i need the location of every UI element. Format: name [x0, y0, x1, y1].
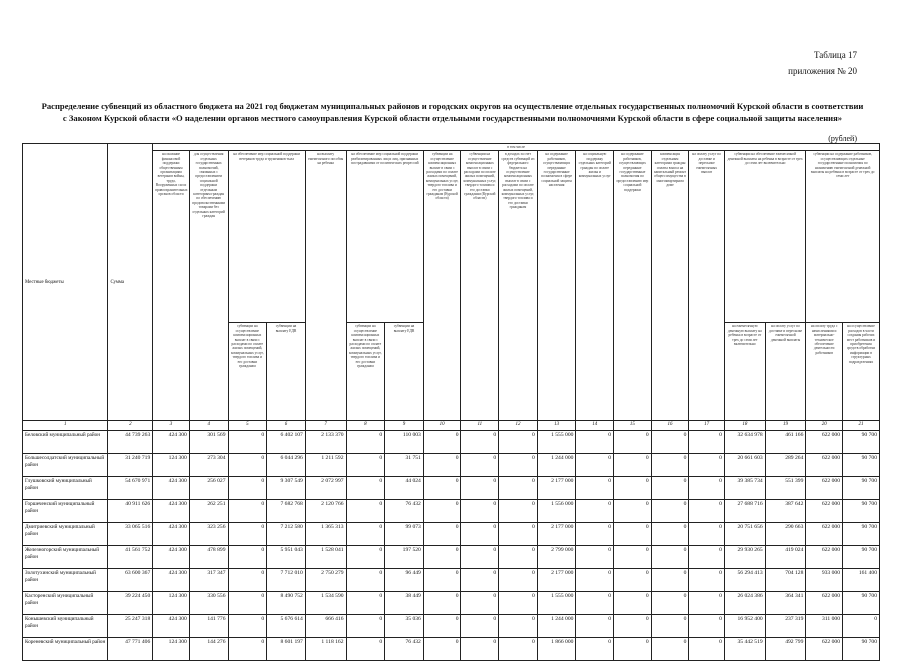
amount-cell: 622 000 [806, 638, 843, 661]
amount-cell: 0 [346, 500, 385, 523]
amount-cell: 40 911 626 [108, 500, 153, 523]
amount-cell: 0 [423, 638, 461, 661]
amount-cell: 622 000 [806, 546, 843, 569]
amount-cell: 27 688 716 [724, 500, 765, 523]
amount-cell: 0 [689, 523, 725, 546]
amount-cell: 0 [576, 615, 614, 638]
amount-cell: 0 [423, 569, 461, 592]
amount-cell: 0 [689, 546, 725, 569]
amount-cell: 7 682 768 [267, 500, 306, 523]
column-number: 20 [806, 421, 843, 431]
header-col-11: субвенции на осуществление компенсационных выплат в связи с расходами по оплате жилых помещений, коммунальных услуг, твердого топлива и его доставки гражданам (Курской области) [461, 151, 499, 421]
amount-cell: 0 [651, 477, 689, 500]
amount-cell: 424 300 [153, 500, 190, 523]
amount-cell: 0 [499, 477, 538, 500]
column-number: 2 [108, 421, 153, 431]
amount-cell: 0 [689, 500, 725, 523]
amount-cell: 90 700 [843, 592, 880, 615]
header-col-18-19-group: субвенции на обеспечение ежемесячной денежной выплаты на ребенка в возрасте от трех до семи лет включительно [724, 151, 805, 323]
header-col-16: компенсация отдельным категориям граждан оплаты взноса на капитальный ремонт общего имущества в многоквартирном доме [651, 151, 689, 421]
amount-cell: 0 [461, 523, 499, 546]
amount-cell: 0 [499, 569, 538, 592]
amount-cell: 56 294 413 [724, 569, 765, 592]
amount-cell: 6 044 296 [267, 454, 306, 477]
header-col-5-6-group: на обеспечение мер социальной поддержки ветеранов труда и тружеников тыла [228, 151, 305, 323]
amount-cell: 20 661 603 [724, 454, 765, 477]
amount-cell: 197 520 [385, 546, 424, 569]
amount-cell: 0 [614, 592, 652, 615]
amount-cell: 44 739 263 [108, 431, 153, 454]
table-row [23, 546, 880, 569]
amount-cell: 666 416 [305, 615, 346, 638]
amount-cell: 90 700 [843, 477, 880, 500]
amount-cell: 39 224 450 [108, 592, 153, 615]
header-col-10: субвенции на осуществление компенсационных выплат в связи с расходами по оплате жилых помещений, коммунальных услуг, твердого топлива и его доставки гражданам (Курской области) [423, 151, 461, 421]
amount-cell: 0 [423, 546, 461, 569]
municipality-name: Конышевский муниципальный район [23, 615, 108, 638]
amount-cell: 461 166 [765, 431, 806, 454]
header-col-5: субвенции на осуществление компенсационных выплат в связи с расходами по оплате жилых помещений, коммунальных услуг, твердого топлива и его доставки гражданам [228, 323, 267, 421]
header-col-12: в доходах за счет средств субвенций из федерального бюджета на осуществление компенсационных выплат в связи с расходами по оплате жилых помещений, коммунальных услуг, твердого топлива и его доставки гражданам [499, 151, 538, 421]
amount-cell: 0 [346, 523, 385, 546]
amount-cell: 2 799 000 [537, 546, 576, 569]
amount-cell: 387 642 [765, 500, 806, 523]
header-col-20: на оплату труда с начислениями и материально-техническое обеспечение деятельности работников [806, 323, 843, 421]
amount-cell: 0 [228, 569, 267, 592]
amount-cell: 2 177 000 [537, 477, 576, 500]
amount-cell: 0 [461, 638, 499, 661]
column-number-row [23, 421, 880, 431]
amount-cell: 1 118 162 [305, 638, 346, 661]
amount-cell: 124 300 [153, 638, 190, 661]
amount-cell: 0 [651, 546, 689, 569]
amount-cell: 29 930 265 [724, 546, 765, 569]
amount-cell: 90 700 [843, 500, 880, 523]
amount-cell: 0 [461, 500, 499, 523]
amount-cell: 330 556 [189, 592, 228, 615]
table-row [23, 592, 880, 615]
amount-cell: 1 534 590 [305, 592, 346, 615]
amount-cell: 0 [651, 523, 689, 546]
amount-cell: 0 [576, 477, 614, 500]
amount-cell: 0 [228, 615, 267, 638]
amount-cell: 0 [651, 569, 689, 592]
amount-cell: 96 449 [385, 569, 424, 592]
header-in-that-number: в том числе [153, 144, 880, 151]
header-col-14: на социальную поддержку отдельных категорий граждан по оплате жилья и коммунальных услуг [576, 151, 614, 421]
amount-cell: 8 490 752 [267, 592, 306, 615]
header-col-8: субвенции на осуществление компенсационных выплат в связи с расходами по оплате жилых помещений, коммунальных услуг, твердого топлива и его доставки гражданам [346, 323, 385, 421]
amount-cell: 0 [614, 477, 652, 500]
column-number: 6 [267, 421, 306, 431]
amount-cell: 0 [346, 546, 385, 569]
table-row [23, 500, 880, 523]
amount-cell: 0 [614, 500, 652, 523]
amount-cell: 124 300 [153, 592, 190, 615]
column-number: 3 [153, 421, 190, 431]
amount-cell: 301 569 [189, 431, 228, 454]
amount-cell: 0 [651, 431, 689, 454]
amount-cell: 0 [228, 592, 267, 615]
amount-cell: 99 073 [385, 523, 424, 546]
amount-cell: 0 [689, 431, 725, 454]
amount-cell: 0 [576, 638, 614, 661]
amount-cell: 0 [461, 592, 499, 615]
header-col-13: на содержание работников, осуществляющих переданные государственные полномочия в сфере социальной защиты населения [537, 151, 576, 421]
amount-cell: 110 003 [385, 431, 424, 454]
amount-cell: 0 [228, 638, 267, 661]
column-number: 14 [576, 421, 614, 431]
amount-cell: 1 866 000 [537, 638, 576, 661]
amount-cell: 622 000 [806, 500, 843, 523]
amount-cell: 289 264 [765, 454, 806, 477]
municipality-name: Большесолдатский муниципальный район [23, 454, 108, 477]
amount-cell: 0 [651, 454, 689, 477]
amount-cell: 273 304 [189, 454, 228, 477]
table-row [23, 523, 880, 546]
amount-cell: 0 [499, 431, 538, 454]
column-number: 5 [228, 421, 267, 431]
amount-cell: 2 072 997 [305, 477, 346, 500]
table-row [23, 638, 880, 661]
amount-cell: 0 [423, 431, 461, 454]
amount-cell: 0 [423, 454, 461, 477]
amount-cell: 311 000 [806, 615, 843, 638]
municipality-name: Кореневский муниципальный район [23, 638, 108, 661]
table-number-caption: Таблица 17 [814, 50, 857, 60]
amount-cell: 0 [576, 592, 614, 615]
column-number: 7 [305, 421, 346, 431]
amount-cell: 0 [689, 477, 725, 500]
amount-cell: 47 771 406 [108, 638, 153, 661]
amount-cell: 141 776 [189, 615, 228, 638]
column-number: 10 [423, 421, 461, 431]
column-number: 4 [189, 421, 228, 431]
header-local-budgets: Местные бюджеты [23, 144, 108, 421]
amount-cell: 0 [614, 638, 652, 661]
amount-cell: 1 244 000 [537, 615, 576, 638]
amount-cell: 0 [423, 523, 461, 546]
amount-cell: 0 [614, 615, 652, 638]
amount-cell: 5 951 043 [267, 546, 306, 569]
column-number: 16 [651, 421, 689, 431]
amount-cell: 0 [461, 454, 499, 477]
header-col-21: на осуществление расходов в части создания рабочих мест работников и приобретения средств обработки информации в структурных подразделениях [843, 323, 880, 421]
amount-cell: 1 528 041 [305, 546, 346, 569]
amount-cell: 38 449 [385, 592, 424, 615]
amount-cell: 0 [228, 500, 267, 523]
table-row [23, 454, 880, 477]
amount-cell: 262 251 [189, 500, 228, 523]
amount-cell: 0 [461, 615, 499, 638]
amount-cell: 1 211 592 [305, 454, 346, 477]
header-col-4: для осуществления отдельных государственных полномочий, связанных с предоставлением социальной поддержки отдельным категориям граждан по обеспечению продовольственными товарами без отдельных категорий граждан [189, 151, 228, 421]
amount-cell: 0 [423, 500, 461, 523]
amount-cell: 0 [499, 592, 538, 615]
amount-cell: 16 952 400 [724, 615, 765, 638]
amount-cell: 76 432 [385, 638, 424, 661]
header-col-6: субвенции на выплату ЕДВ [267, 323, 306, 421]
amount-cell: 0 [576, 569, 614, 592]
amount-cell: 424 300 [153, 523, 190, 546]
amount-cell: 0 [228, 431, 267, 454]
amount-cell: 622 000 [806, 592, 843, 615]
amount-cell: 0 [651, 638, 689, 661]
municipality-name: Глушковский муниципальный район [23, 477, 108, 500]
amount-cell: 0 [499, 615, 538, 638]
amount-cell: 492 799 [765, 638, 806, 661]
amount-cell: 5 676 614 [267, 615, 306, 638]
amount-cell: 0 [423, 477, 461, 500]
municipality-name: Горшеченский муниципальный район [23, 500, 108, 523]
amount-cell: 0 [576, 546, 614, 569]
municipality-name: Беловский муниципальный район [23, 431, 108, 454]
column-number: 13 [537, 421, 576, 431]
amount-cell: 0 [843, 615, 880, 638]
amount-cell: 0 [499, 500, 538, 523]
amount-cell: 41 561 752 [108, 546, 153, 569]
column-number: 17 [689, 421, 725, 431]
header-col-15: на содержание работников, осуществляющих переданные государственные полномочия по предоставлению мер социальной поддержки [614, 151, 652, 421]
amount-cell: 0 [346, 569, 385, 592]
amount-cell: 161 400 [843, 569, 880, 592]
amount-cell: 63 600 367 [108, 569, 153, 592]
header-col-7: на выплату ежемесячного пособия на ребенка [305, 151, 346, 421]
column-number: 15 [614, 421, 652, 431]
table-row [23, 431, 880, 454]
amount-cell: 0 [423, 592, 461, 615]
amount-cell: 124 300 [153, 454, 190, 477]
amount-cell: 0 [346, 477, 385, 500]
amount-cell: 0 [346, 615, 385, 638]
amount-cell: 9 307 549 [267, 477, 306, 500]
municipality-name: Железногорский муниципальный район [23, 546, 108, 569]
header-col-8-9-group: на обеспечение мер социальной поддержки реабилитированных лиц и лиц, признанных пострадавшими от политических репрессий [346, 151, 423, 323]
municipality-name: Касторенский муниципальный район [23, 592, 108, 615]
amount-cell: 0 [651, 615, 689, 638]
appendix-caption: приложения № 20 [788, 66, 857, 76]
column-number: 19 [765, 421, 806, 431]
amount-cell: 35 036 [385, 615, 424, 638]
column-number: 21 [843, 421, 880, 431]
amount-cell: 26 024 386 [724, 592, 765, 615]
column-number: 8 [346, 421, 385, 431]
amount-cell: 7 212 580 [267, 523, 306, 546]
amount-cell: 0 [614, 569, 652, 592]
header-col-18: на ежемесячную денежную выплату на ребенка в возрасте от трех до семи лет включительно [724, 323, 765, 421]
amount-cell: 290 663 [765, 523, 806, 546]
amount-cell: 364 341 [765, 592, 806, 615]
amount-cell: 0 [689, 569, 725, 592]
subvention-table [22, 143, 880, 661]
units-label: (рублей) [828, 134, 857, 143]
column-number: 11 [461, 421, 499, 431]
document-title: Распределение субвенций из областного бюджета на 2021 год бюджетам муниципальных районов и городских округов на осуществление отдельных государственных полномочий Курской области в соответствии с Законом Курской области «О наделении органов местного самоуправления Курской области отдельными государственными полномочиями Курской области в сфере социальной защиты населения» [41, 101, 864, 123]
amount-cell: 0 [614, 454, 652, 477]
header-col-20-21-group: субвенции на содержание работников, осуществляющих отдельные государственные полномочия по назначению ежемесячной денежной выплаты на ребенка в возрасте от трех до семи лет [806, 151, 880, 323]
amount-cell: 2 120 766 [305, 500, 346, 523]
amount-cell: 0 [499, 546, 538, 569]
amount-cell: 622 000 [806, 431, 843, 454]
amount-cell: 35 442 519 [724, 638, 765, 661]
amount-cell: 1 556 000 [537, 500, 576, 523]
amount-cell: 39 385 734 [724, 477, 765, 500]
municipality-name: Дмитриевский муниципальный район [23, 523, 108, 546]
amount-cell: 1 244 000 [537, 454, 576, 477]
amount-cell: 323 256 [189, 523, 228, 546]
municipality-name: Золотухинский муниципальный район [23, 569, 108, 592]
amount-cell: 0 [576, 500, 614, 523]
amount-cell: 90 700 [843, 546, 880, 569]
amount-cell: 33 065 516 [108, 523, 153, 546]
amount-cell: 0 [499, 523, 538, 546]
amount-cell: 54 670 971 [108, 477, 153, 500]
amount-cell: 0 [461, 546, 499, 569]
amount-cell: 0 [689, 592, 725, 615]
amount-cell: 0 [228, 477, 267, 500]
amount-cell: 0 [689, 615, 725, 638]
amount-cell: 424 300 [153, 615, 190, 638]
amount-cell: 44 024 [385, 477, 424, 500]
amount-cell: 6 402 107 [267, 431, 306, 454]
header-col-19: на оплату услуг по доставке и пересылке ежемесячной денежной выплаты [765, 323, 806, 421]
amount-cell: 0 [461, 477, 499, 500]
amount-cell: 0 [576, 454, 614, 477]
table-row [23, 569, 880, 592]
amount-cell: 25 247 318 [108, 615, 153, 638]
amount-cell: 0 [461, 431, 499, 454]
amount-cell: 2 750 279 [305, 569, 346, 592]
amount-cell: 0 [614, 546, 652, 569]
amount-cell: 0 [346, 638, 385, 661]
amount-cell: 0 [228, 546, 267, 569]
table-row [23, 477, 880, 500]
amount-cell: 1 555 000 [537, 592, 576, 615]
amount-cell: 0 [614, 431, 652, 454]
header-sum: Сумма [108, 144, 153, 421]
amount-cell: 419 024 [765, 546, 806, 569]
table-body [23, 431, 880, 661]
amount-cell: 0 [614, 523, 652, 546]
amount-cell: 933 000 [806, 569, 843, 592]
amount-cell: 7 712 010 [267, 569, 306, 592]
amount-cell: 0 [423, 615, 461, 638]
amount-cell: 0 [228, 454, 267, 477]
amount-cell: 90 700 [843, 454, 880, 477]
amount-cell: 1 555 000 [537, 431, 576, 454]
table-row [23, 615, 880, 638]
amount-cell: 704 128 [765, 569, 806, 592]
amount-cell: 2 177 000 [537, 523, 576, 546]
amount-cell: 0 [576, 523, 614, 546]
amount-cell: 424 300 [153, 569, 190, 592]
amount-cell: 0 [499, 454, 538, 477]
amount-cell: 0 [651, 500, 689, 523]
amount-cell: 0 [346, 592, 385, 615]
column-number: 1 [23, 421, 108, 431]
amount-cell: 20 751 656 [724, 523, 765, 546]
header-col-3: на оказание финансовой поддержки общественным организациям ветеранов войны, труда, Вооруженных сил и правоохранительных органов области [153, 151, 190, 421]
amount-cell: 622 000 [806, 477, 843, 500]
amount-cell: 0 [228, 523, 267, 546]
amount-cell: 76 432 [385, 500, 424, 523]
column-number: 12 [499, 421, 538, 431]
amount-cell: 237 319 [765, 615, 806, 638]
amount-cell: 0 [346, 431, 385, 454]
amount-cell: 0 [576, 431, 614, 454]
amount-cell: 90 700 [843, 431, 880, 454]
amount-cell: 0 [689, 454, 725, 477]
amount-cell: 32 634 978 [724, 431, 765, 454]
amount-cell: 90 700 [843, 523, 880, 546]
amount-cell: 0 [346, 454, 385, 477]
column-number: 9 [385, 421, 424, 431]
amount-cell: 424 300 [153, 431, 190, 454]
header-col-9: субвенции на выплату ЕДВ [385, 323, 424, 421]
amount-cell: 551 399 [765, 477, 806, 500]
amount-cell: 424 300 [153, 546, 190, 569]
amount-cell: 31 240 719 [108, 454, 153, 477]
amount-cell: 31 751 [385, 454, 424, 477]
amount-cell: 317 347 [189, 569, 228, 592]
amount-cell: 424 300 [153, 477, 190, 500]
column-number: 18 [724, 421, 765, 431]
amount-cell: 90 700 [843, 638, 880, 661]
amount-cell: 0 [689, 638, 725, 661]
amount-cell: 2 133 370 [305, 431, 346, 454]
amount-cell: 478 899 [189, 546, 228, 569]
amount-cell: 622 000 [806, 454, 843, 477]
amount-cell: 8 601 197 [267, 638, 306, 661]
amount-cell: 622 000 [806, 523, 843, 546]
amount-cell: 144 276 [189, 638, 228, 661]
amount-cell: 0 [461, 569, 499, 592]
amount-cell: 2 177 000 [537, 569, 576, 592]
amount-cell: 0 [499, 638, 538, 661]
amount-cell: 0 [651, 592, 689, 615]
amount-cell: 256 027 [189, 477, 228, 500]
header-col-17: на оплату услуг по доставке и пересылке ежемесячных выплат [689, 151, 725, 421]
amount-cell: 1 365 313 [305, 523, 346, 546]
